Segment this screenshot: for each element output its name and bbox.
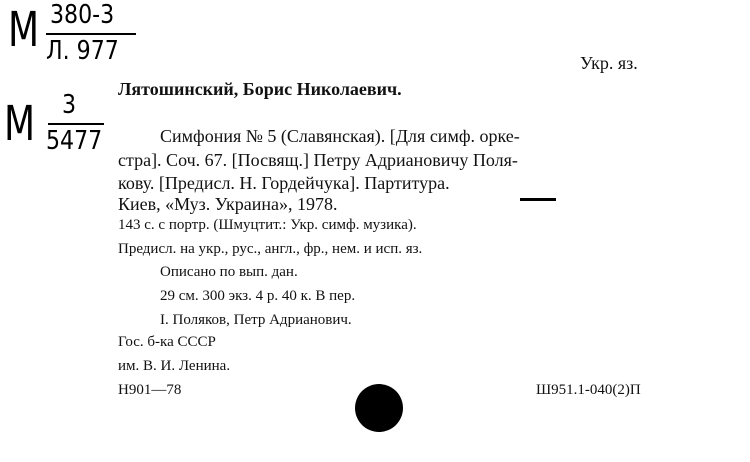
shelfmark-bar-top (46, 33, 136, 35)
library-line-2: им. В. И. Ленина. (118, 358, 231, 374)
title-line-2: стра]. Соч. 67. [Посвящ.] Петру Адриановичу Поля- (118, 150, 518, 170)
shelfmark-bar-second (48, 123, 104, 125)
title-line-1: Симфония № 5 (Славянская). [Для симф. орке- (160, 126, 520, 146)
author-heading: Лятошинский, Борис Николаевич. (118, 79, 402, 99)
classification-code: Ш951.1-040(2)П (536, 382, 641, 398)
shelfmark-letter-top: М (8, 2, 38, 58)
card-punch-hole (355, 384, 403, 432)
title-line-4: Киев, «Муз. Украина», 1978. (118, 194, 338, 214)
shelfmark-numerator-second: 3 (62, 90, 77, 120)
shelfmark-numerator-top: 380-3 (50, 0, 115, 30)
underline-mark (520, 198, 556, 201)
shelfmark-letter-second: М (4, 96, 34, 152)
physical-description: 143 с. с портр. (Шмуцтит.: Укр. симф. музика). (118, 217, 417, 233)
preface-note: Предисл. на укр., рус., англ., фр., нем. и исп. яз. (118, 241, 423, 257)
language-label: Укр. яз. (580, 53, 638, 73)
card-number: Н901—78 (118, 382, 182, 398)
shelfmark-denominator-second: 5477 (46, 126, 103, 156)
description-note: Описано по вып. дан. (160, 264, 298, 280)
shelfmark-denominator-top: Л. 977 (46, 36, 119, 66)
edition-details: 29 см. 300 экз. 4 р. 40 к. В пер. (160, 288, 356, 304)
added-entry: I. Поляков, Петр Адрианович. (160, 312, 352, 328)
title-line-3: кову. [Предисл. Н. Гордейчука]. Партитура. (118, 173, 450, 193)
library-line-1: Гос. б-ка СССР (118, 334, 216, 350)
